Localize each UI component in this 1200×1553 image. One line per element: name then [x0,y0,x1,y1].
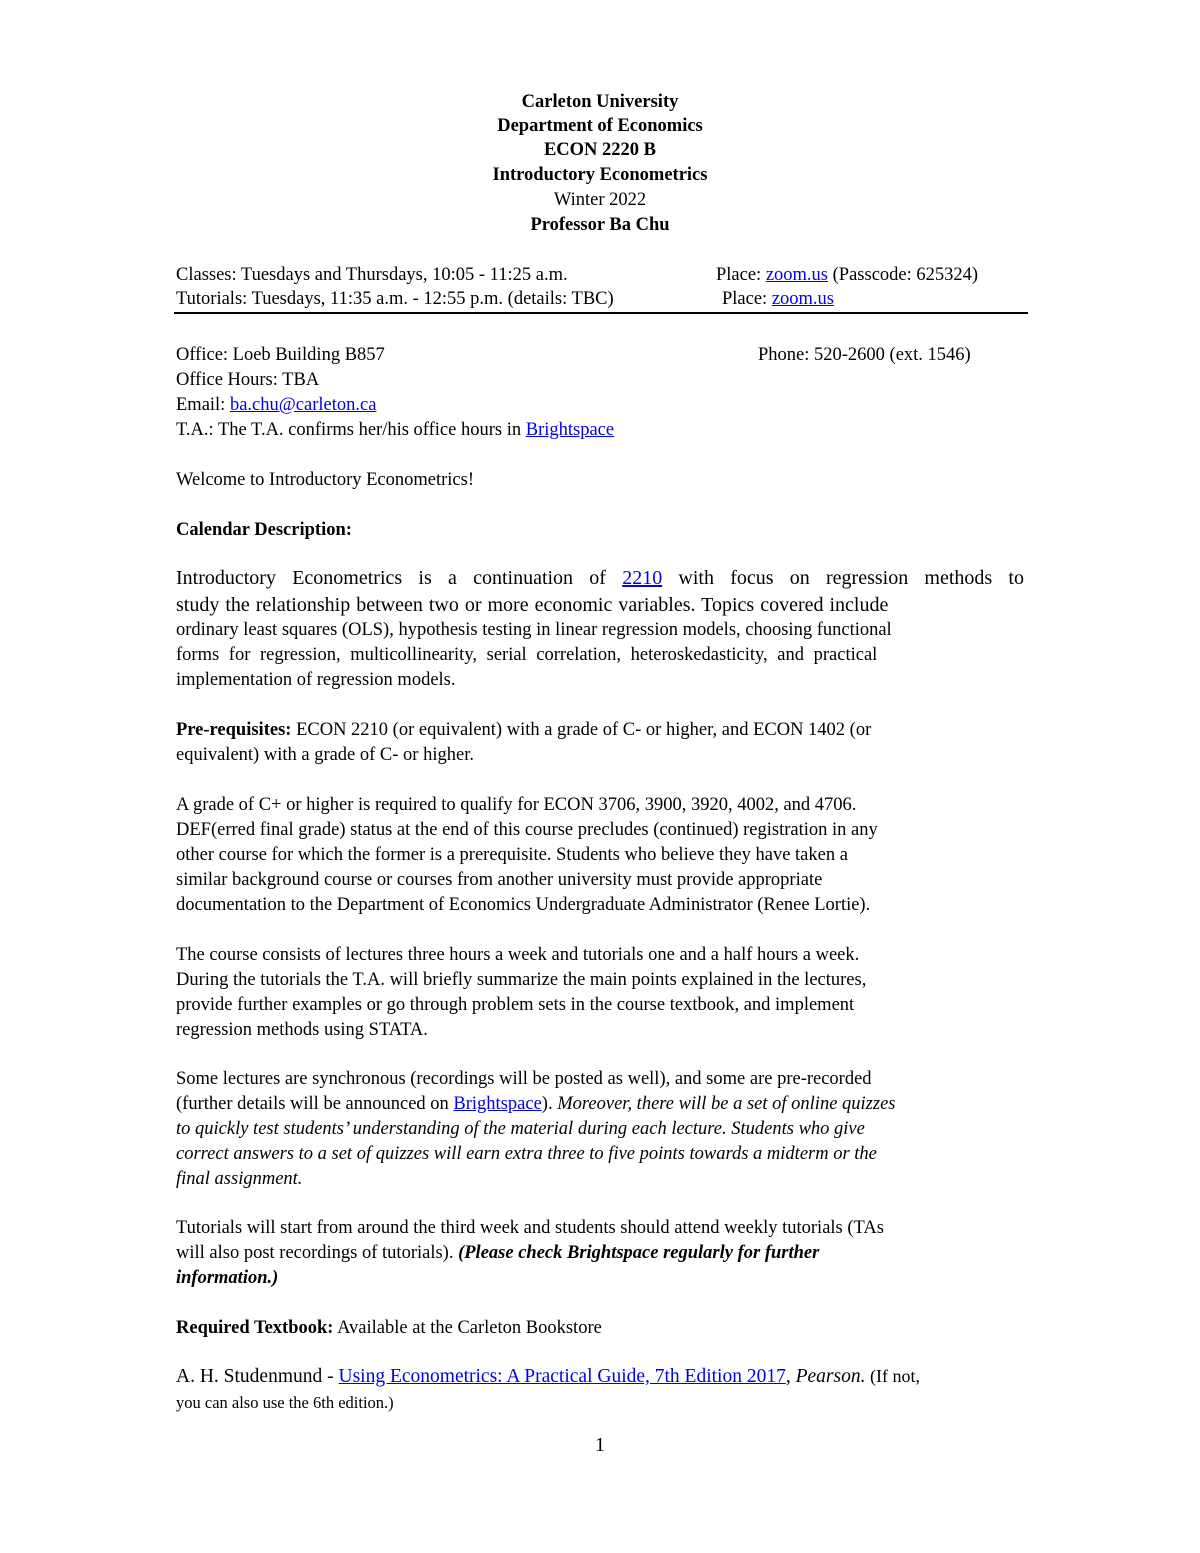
textbook-publisher: Pearson. [795,1366,866,1387]
lectures-line-3: to quickly test students’ understanding of the material during each lecture. Students who give [176,1119,865,1139]
course-line-4: regression methods using STATA. [176,1020,428,1040]
tutorials-line-2 [176,1241,819,1266]
tutorials-place [722,287,834,312]
classes-schedule: Classes: Tuesdays and Thursdays, 10:05 - 11:25 a.m. [176,265,568,285]
calendar-2210-link[interactable]: 2210 [622,567,663,589]
tutorials-zoom-link[interactable]: zoom.us [771,289,835,309]
course-title: Introductory Econometrics [492,165,708,185]
office-hours: Office Hours: TBA [176,370,320,390]
tutorials-place-label: Place: [722,289,772,309]
textbook-link[interactable]: Using Econometrics: A Practical Guide, 7th Edition 2017 [338,1366,786,1387]
calendar-line-3: ordinary least squares (OLS), hypothesis testing in linear regression models, choosing functional [176,620,892,640]
lectures-line-2-a: (further details will be announced on [176,1094,454,1114]
professor-name: Professor Ba Chu [530,215,670,235]
email-link[interactable]: ba.chu@carleton.ca [229,395,377,415]
email-label: Email: [176,395,230,415]
welcome-text: Welcome to Introductory Econometrics! [176,470,475,490]
textbook-comma: , [785,1366,796,1387]
course-line-2: During the tutorials the T.A. will briefly summarize the main points explained in the lectures, [176,970,867,990]
ta-brightspace-link[interactable]: Brightspace [525,420,615,440]
lectures-line-1: Some lectures are synchronous (recordings will be posted as well), and some are pre-recorded [176,1069,872,1089]
tutorials-line-1: Tutorials will start from around the third week and students should attend weekly tutorials (TAs [176,1218,884,1238]
page-number: 1 [595,1434,605,1456]
course-code: ECON 2220 B [543,140,657,160]
header-divider [174,312,1028,314]
lectures-line-2-ital: Moreover, there will be a set of online quizzes [552,1094,896,1114]
grade-line-2: DEF(erred final grade) status at the end of this course precludes (continued) registration in any [176,820,878,840]
grade-line-1: A grade of C+ or higher is required to qualify for ECON 3706, 3900, 3920, 4002, and 4706. [176,795,857,815]
course-line-1: The course consists of lectures three hours a week and tutorials one and a half hours a week. [176,945,860,965]
lectures-line-2-b: ). [541,1094,553,1114]
prereq-line-1 [176,718,871,743]
calendar-heading: Calendar Description: [176,520,352,540]
textbook-author: A. H. Studenmund - [176,1366,339,1387]
calendar-line-4: forms for regression, multicollinearity, serial correlation, heteroskedasticity, and practical [176,645,878,665]
calendar-line-1 [176,566,1024,591]
prereq-text-1: ECON 2210 (or equivalent) with a grade of C- or higher, and ECON 1402 (or [291,720,872,740]
tutorials-line-2-bi: (Please check Brightspace regularly for further [458,1243,820,1263]
lectures-line-5: final assignment. [176,1169,303,1189]
phone-number: Phone: 520-2600 (ext. 1546) [758,345,971,365]
textbook-line [176,1316,602,1341]
calendar-line-2: study the relationship between two or more economic variables. Topics covered include [176,594,889,616]
grade-line-5: documentation to the Department of Economics Undergraduate Administrator (Renee Lortie). [176,895,871,915]
calendar-line-1-wrap [176,566,1024,591]
prereq-label: Pre-requisites: [176,720,292,740]
course-term: Winter 2022 [553,190,647,210]
textbook-availability: Available at the Carleton Bookstore [333,1318,602,1338]
textbook-citation [176,1364,920,1389]
calendar-line-1-b: with focus on regression methods to [662,567,1024,589]
lectures-brightspace-link[interactable]: Brightspace [453,1094,542,1114]
office-location: Office: Loeb Building B857 [176,345,385,365]
textbook-label: Required Textbook: [176,1318,334,1338]
email-line [176,393,376,418]
calendar-line-5: implementation of regression models. [176,670,456,690]
textbook-note-2: you can also use the 6th edition.) [176,1393,394,1412]
classes-place-label: Place: [716,265,766,285]
ta-text: T.A.: The T.A. confirms her/his office hours in [176,420,526,440]
classes-zoom-link[interactable]: zoom.us [765,265,829,285]
tutorials-schedule: Tutorials: Tuesdays, 11:35 a.m. - 12:55 p.m. (details: TBC) [176,289,614,309]
lectures-line-4: correct answers to a set of quizzes will earn extra three to five points towards a midterm or the [176,1144,877,1164]
course-line-3: provide further examples or go through problem sets in the course textbook, and implement [176,995,855,1015]
classes-passcode: (Passcode: 625324) [828,265,979,285]
grade-line-3: other course for which the former is a prerequisite. Students who believe they have taken a [176,845,848,865]
lectures-line-2 [176,1092,895,1117]
ta-line [176,418,614,443]
calendar-line-1-a: Introductory Econometrics is a continuation of [176,567,623,589]
grade-line-4: similar background course or courses from another university must provide appropriate [176,870,823,890]
university-name: Carleton University [521,92,679,112]
classes-place [716,263,978,288]
prereq-line-2: equivalent) with a grade of C- or higher. [176,745,474,765]
department-name: Department of Economics [497,116,703,136]
tutorials-line-2-a: will also post recordings of tutorials). [176,1243,459,1263]
textbook-note-1: (If not, [865,1366,920,1386]
tutorials-line-3: information.) [176,1268,279,1288]
